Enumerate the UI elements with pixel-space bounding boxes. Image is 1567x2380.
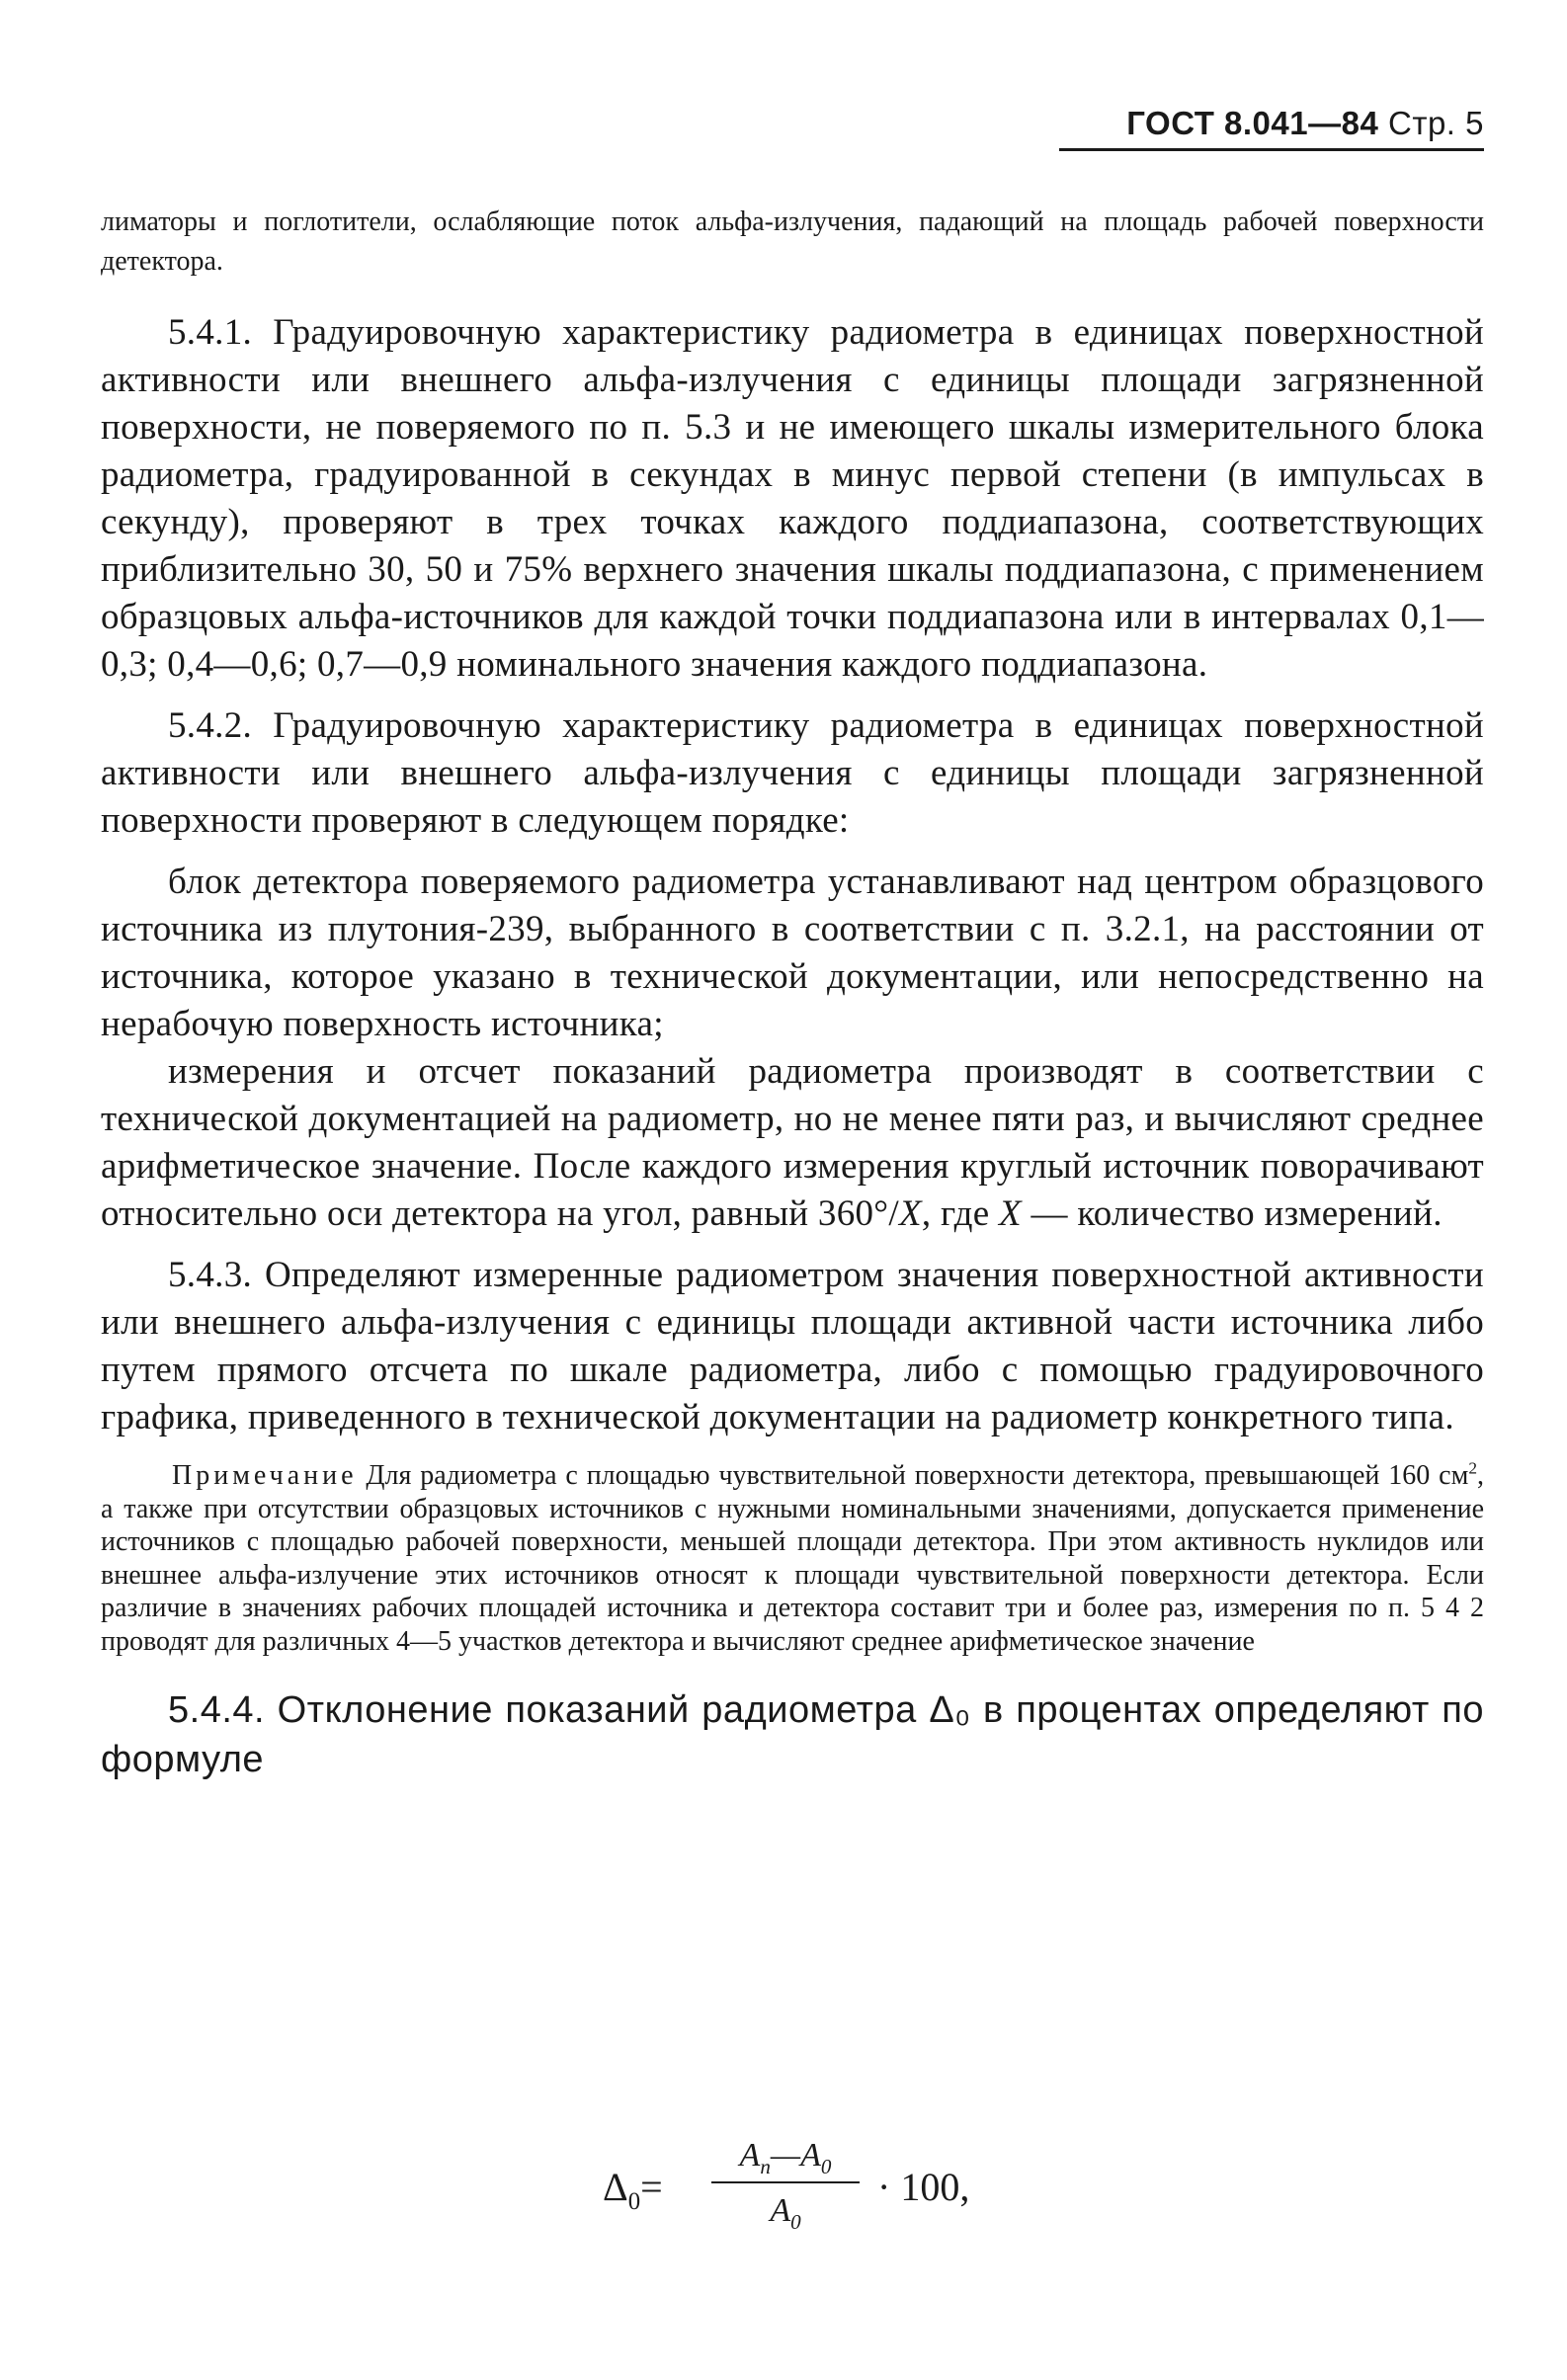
document-body (101, 203, 1484, 1822)
formula-fraction (711, 2134, 860, 2233)
formula-lhs: $\Delta_0=$ (603, 2165, 663, 2215)
fraction-bar (711, 2181, 860, 2183)
variable-x: X (999, 1193, 1022, 1234)
page-number: Стр. 5 (1388, 105, 1484, 141)
formula-numerator: $A_п—A_0$ (739, 2137, 832, 2178)
page-header (1039, 105, 1484, 142)
intro-continuation: лиматоры и поглотители, ослабляющие поток альфа-излучения, падающий на площадь рабочей поверхности детектора. (101, 206, 1484, 277)
deviation-formula (603, 2134, 1018, 2243)
section-5-4-3: 5.4.3. Определяют измеренные радиометром значения поверхностной активности или внешнего альфа-излучения с единицы площади активной части источника либо путем прямого отсчета по шкале радиометра, либо с помощью градуировочного графика, приведенного в технической документации на радиометр конкретного типа. (101, 1255, 1484, 1437)
note-label: Примечание (172, 1460, 358, 1491)
note-superscript: 2 (1468, 1458, 1477, 1478)
note-block: Примечание Для радиометра с площадью чувствительной поверхности детектора, превышающей 160 $см^2$, а также при отсутствии образцовых источников с нужными номинальными значениями, допускается применение источников с площадью рабочей поверхности, меньшей площади детектора. При этом активность нуклидов или внешнее альфа-излучение этих источников относят к площади чувствительной поверхности детектора. Если различие в значениях рабочих площадей источника и детектора составит три и более раз, измерения по п. 5 4 2 проводят для различных 4—5 участков детектора и вычисляют среднее арифметическое значение (101, 1458, 1484, 1657)
formula-denominator: $A_0$ (770, 2192, 801, 2234)
formula-rhs: · 100, (877, 2165, 970, 2209)
variable-x: X (898, 1193, 922, 1234)
header-divider (1059, 148, 1484, 151)
section-5-4-2-step-a: блок детектора поверяемого радиометра устанавливают над центром образцового источника из плутония-239, выбранного в соответствии с п. 3.2.1, на расстоянии от источника, которое указано в технической документации, или непосредственно на нерабочую поверхность источника; (101, 862, 1484, 1044)
section-5-4-4: 5.4.4. Отклонение показаний радиометра Δ₀ в процентах определяют по формуле (101, 1689, 1484, 1780)
standard-number: ГОСТ 8.041—84 (1126, 105, 1379, 141)
section-5-4-2-step-b: измерения и отсчет показаний радиометра производят в соответствии с технической документацией на радиометр, но не менее пяти раз, и вычисляют среднее арифметическое значение. После каждого измерения круглый источник поворачивают относительно оси детектора на угол, равный 360°/X, где X — количество измерений. (101, 1051, 1484, 1234)
section-5-4-2: 5.4.2. Градуировочную характеристику радиометра в единицах поверхностной активности или внешнего альфа-излучения с единицы площади загрязненной поверхности проверяют в следующем порядке: (101, 705, 1484, 841)
section-5-4-1: 5.4.1. Градуировочную характеристику радиометра в единицах поверхностной активности или внешнего альфа-излучения с единицы площади загрязненной поверхности, не поверяемого по п. 5.3 и не имеющего шкалы измерительного блока радиометра, градуированной в секундах в минус первой степени (в импульсах в секунду), проверяют в трех точках каждого поддиапазона, соответствующих приблизительно 30, 50 и 75% верхнего значения шкалы поддиапазона, с применением образцовых альфа-источников для каждой точки поддиапазона или в интервалах 0,1—0,3; 0,4—0,6; 0,7—0,9 номинального значения каждого поддиапазона. (101, 312, 1484, 685)
